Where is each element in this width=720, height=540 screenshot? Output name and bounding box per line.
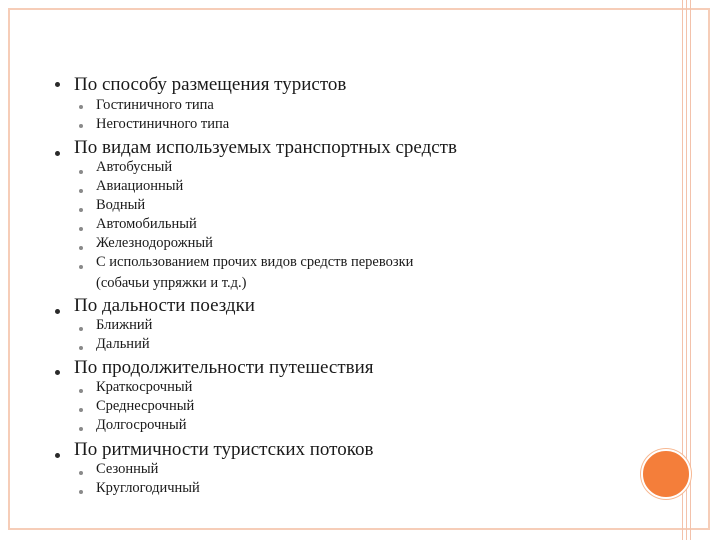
list-bullet [79, 265, 83, 269]
list-item: Негостиничного типа [96, 116, 230, 132]
list-item: Долгосрочный [96, 417, 187, 433]
list-bullet [79, 408, 83, 412]
list-bullet [79, 246, 83, 250]
list-item: Дальний [96, 336, 150, 352]
list-item: Водный [96, 197, 146, 213]
section-title-distance: По дальности поездки [74, 295, 255, 316]
list-item: Среднесрочный [96, 398, 195, 414]
list-bullet [79, 471, 83, 475]
list-bullet [79, 124, 83, 128]
list-bullet [79, 189, 83, 193]
section-bullet [55, 370, 60, 375]
orange-circle-ornament [641, 449, 691, 499]
list-item: Гостиничного типа [96, 97, 214, 113]
section-bullet [55, 453, 60, 458]
section-title-rhythm: По ритмичности туристских потоков [74, 439, 374, 460]
section-title-transport: По видам используемых транспортных средств [74, 137, 457, 158]
decorative-line [690, 0, 691, 540]
list-bullet [79, 170, 83, 174]
list-bullet [79, 227, 83, 231]
list-bullet [79, 208, 83, 212]
list-item: Ближний [96, 317, 153, 333]
list-item: Железнодорожный [96, 235, 213, 251]
list-item: Автомобильный [96, 216, 197, 232]
section-title-accommodation: По способу размещения туристов [74, 74, 347, 95]
list-item: Сезонный [96, 461, 159, 477]
list-item: Краткосрочный [96, 379, 193, 395]
list-item: Авиационный [96, 178, 184, 194]
list-bullet [79, 327, 83, 331]
section-bullet [55, 151, 60, 156]
list-item: Круглогодичный [96, 480, 200, 496]
list-bullet [79, 105, 83, 109]
section-bullet [55, 82, 60, 87]
list-bullet [79, 346, 83, 350]
list-bullet [79, 490, 83, 494]
section-bullet [55, 309, 60, 314]
list-item: Автобусный [96, 159, 173, 175]
list-item-continuation: (собачьи упряжки и т.д.) [96, 275, 247, 291]
section-title-duration: По продолжительности путешествия [74, 357, 374, 378]
list-bullet [79, 427, 83, 431]
list-bullet [79, 389, 83, 393]
list-item: С использованием прочих видов средств перевозки [96, 254, 414, 270]
